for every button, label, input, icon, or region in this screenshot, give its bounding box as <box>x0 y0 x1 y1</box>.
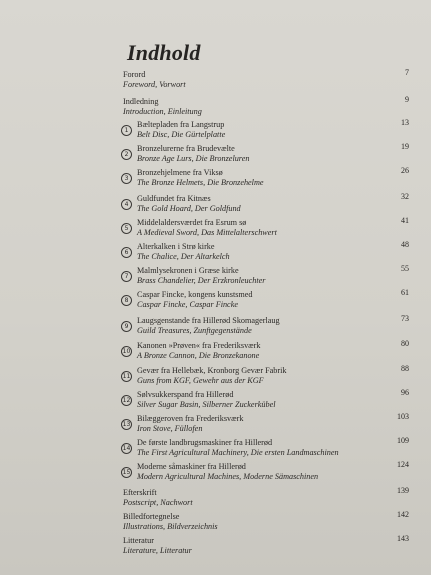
entry-subtitle: Modern Agricultural Machines, Moderne Sämaschinen <box>137 472 319 481</box>
chapter-number-badge: 7 <box>121 271 132 282</box>
page-title: Indhold <box>127 40 201 65</box>
entry-subtitle: The Chalice, Der Altarkelch <box>137 252 230 261</box>
entry-title: Indledning <box>123 97 159 106</box>
entry-subtitle: Caspar Fincke, Caspar Fincke <box>137 300 238 309</box>
chapter-number-badge: 5 <box>121 223 132 234</box>
page-number: 124 <box>397 460 409 469</box>
entry-title: Middelaldersværdet fra Esrum sø <box>137 218 247 227</box>
entry-subtitle: The Gold Hoard, Der Goldfund <box>137 204 241 213</box>
page-number: 32 <box>401 192 409 201</box>
entry-title: Sølvsukkerspand fra Hillerød <box>137 390 234 399</box>
entry-title: Kanonen »Prøven« fra Frederiksværk <box>137 341 261 350</box>
page-number: 7 <box>405 68 409 77</box>
entry-title: Caspar Fincke, kongens kunstsmed <box>137 290 253 299</box>
entry-title: Moderne såmaskiner fra Hillerød <box>137 462 246 471</box>
page-number: 26 <box>401 166 409 175</box>
entry-title: Malmlysekronen i Græse kirke <box>137 266 239 275</box>
chapter-number-badge: 13 <box>122 421 131 428</box>
entry-subtitle: Introduction, Einleitung <box>123 107 202 116</box>
page-number: 143 <box>397 534 409 543</box>
entry-title: De første landbrugsmaskiner fra Hillerød <box>137 438 273 447</box>
chapter-number-badge: 9 <box>121 321 132 332</box>
page-number: 73 <box>401 314 409 323</box>
entry-subtitle: Foreword, Vorwort <box>123 80 186 89</box>
entry-title: Bronzelurerne fra Brudevælte <box>137 144 235 153</box>
chapter-number-badge: 1 <box>121 125 132 136</box>
entry-subtitle: Illustrations, Bildverzeichnis <box>123 522 218 531</box>
page-number: 41 <box>401 216 409 225</box>
entry-title: Gevær fra Hellebæk, Kronborg Gevær Fabrik <box>137 366 287 375</box>
page-number: 80 <box>401 339 409 348</box>
page-number: 109 <box>397 436 409 445</box>
entry-title: Bilæggeroven fra Frederiksværk <box>137 414 244 423</box>
page-number: 13 <box>401 118 409 127</box>
entry-title: Bronzehjelmene fra Viksø <box>137 168 223 177</box>
chapter-number-badge: 4 <box>121 199 132 210</box>
page-number: 9 <box>405 95 409 104</box>
page-number: 61 <box>401 288 409 297</box>
entry-subtitle: Bronze Age Lurs, Die Bronzeluren <box>137 154 250 163</box>
entry-title: Litteratur <box>123 536 154 545</box>
chapter-number-badge: 2 <box>121 149 132 160</box>
entry-title: Laugsgenstande fra Hillerød Skomagerlaug <box>137 316 280 325</box>
entry-subtitle: Guild Treasures, Zunftgegenstände <box>137 326 252 335</box>
entry-title: Forord <box>123 70 146 79</box>
entry-subtitle: Guns from KGF, Gewehr aus der KGF <box>137 376 264 385</box>
chapter-number-badge: 8 <box>121 295 132 306</box>
chapter-number-badge: 6 <box>121 247 132 258</box>
page-number: 88 <box>401 364 409 373</box>
entry-subtitle: Iron Stove, Füllofen <box>137 424 203 433</box>
entry-subtitle: A Bronze Cannon, Die Bronzekanone <box>137 351 260 360</box>
chapter-number-badge: 12 <box>122 397 131 404</box>
page-number: 48 <box>401 240 409 249</box>
entry-subtitle: Literature, Litteratur <box>123 546 192 555</box>
entry-title: Billedfortegnelse <box>123 512 180 521</box>
entry-title: Alterkalken i Strø kirke <box>137 242 215 251</box>
page-number: 139 <box>397 486 409 495</box>
entry-title: Guldfundet fra Kitnæs <box>137 194 211 203</box>
chapter-number-badge: 11 <box>122 373 131 380</box>
entry-subtitle: Postscript, Nachwort <box>123 498 193 507</box>
entry-subtitle: Silver Sugar Basin, Silberner Zuckerkübel <box>137 400 276 409</box>
page-number: 96 <box>401 388 409 397</box>
chapter-number-badge: 10 <box>122 348 131 355</box>
chapter-number-badge: 15 <box>122 469 131 476</box>
entry-subtitle: Belt Disc, Die Gürtelplatte <box>137 130 226 139</box>
entry-subtitle: Brass Chandelier, Der Erzkronleuchter <box>137 276 266 285</box>
page-number: 103 <box>397 412 409 421</box>
entry-subtitle: The First Agricultural Machinery, Die ersten Landmaschinen <box>137 448 339 457</box>
page-number: 55 <box>401 264 409 273</box>
entry-title: Efterskrift <box>123 488 157 497</box>
entry-title: Bæltepladen fra Langstrup <box>137 120 225 129</box>
page-number: 19 <box>401 142 409 151</box>
chapter-number-badge: 14 <box>122 445 131 452</box>
entry-subtitle: The Bronze Helmets, Die Bronzehelme <box>137 178 264 187</box>
chapter-number-badge: 3 <box>121 173 132 184</box>
entry-subtitle: A Medieval Sword, Das Mittelalterschwert <box>137 228 277 237</box>
page-number: 142 <box>397 510 409 519</box>
